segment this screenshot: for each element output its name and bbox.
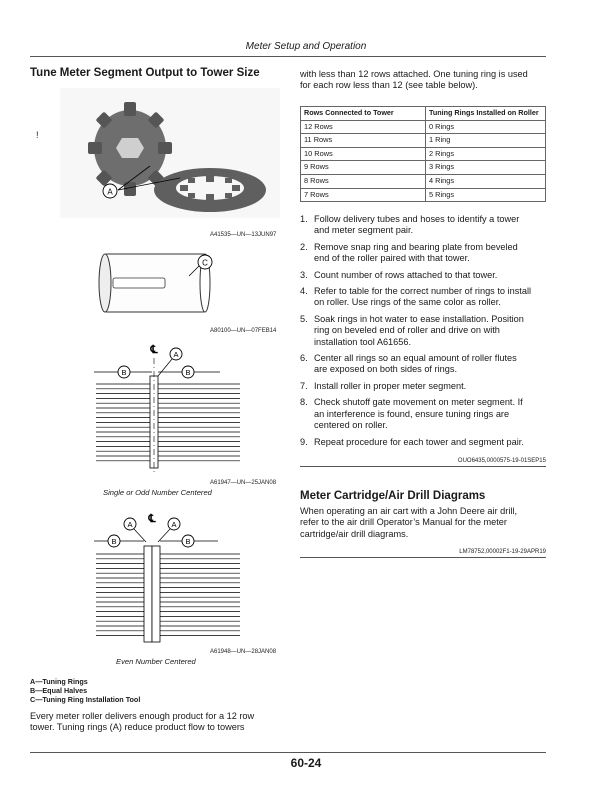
step-item bbox=[300, 286, 550, 309]
step-number: 2. bbox=[300, 241, 308, 252]
step-number: 5. bbox=[300, 313, 308, 324]
step-line: installation tool A61656. bbox=[314, 336, 412, 347]
callout-b-right-label: B bbox=[185, 368, 191, 377]
table-cell: 12 Rows bbox=[301, 120, 426, 134]
legend-item-b: B—Equal Halves bbox=[30, 686, 88, 695]
leader-line-a-right bbox=[158, 529, 170, 542]
paragraph-line: When operating an air cart with a John Deere air drill, bbox=[300, 506, 518, 516]
paragraph-line: Every meter roller delivers enough product for a 12 row bbox=[30, 711, 255, 721]
table-cell: 8 Rows bbox=[301, 174, 426, 188]
step-line: Check shutoff gate movement on meter segment. If bbox=[314, 397, 523, 408]
table-cell: 2 Rings bbox=[426, 147, 546, 161]
procedure-steps bbox=[300, 214, 550, 453]
step-item bbox=[300, 381, 550, 392]
table-cell: 10 Rows bbox=[301, 147, 426, 161]
callout-a-left-label: A bbox=[127, 520, 133, 529]
tool-end-left bbox=[99, 254, 111, 312]
reference-code-1: OUO6435,00005​75-19-01SEP15 bbox=[457, 458, 546, 464]
column-header-rings: Tuning Rings Installed on Roller bbox=[426, 107, 546, 121]
header-rule bbox=[30, 56, 546, 57]
step-line: Repeat procedure for each tower and segment pair. bbox=[314, 436, 524, 447]
step-line: Install roller in proper meter segment. bbox=[314, 380, 467, 391]
roller-flutes bbox=[96, 554, 240, 636]
section-heading-cartridge: Meter Cartridge/Air Drill Diagrams bbox=[300, 490, 486, 502]
figure-code-2: A80100—UN—07FEB14 bbox=[210, 328, 277, 334]
step-item bbox=[300, 270, 550, 281]
right-intro-paragraph bbox=[300, 69, 550, 92]
leader-line-a-left bbox=[134, 529, 146, 542]
step-line: Remove snap ring and bearing plate from beveled bbox=[314, 241, 518, 252]
paragraph-line: refer to the air drill Operator’s Manual for the meter bbox=[300, 517, 507, 528]
step-number: 3. bbox=[300, 269, 308, 280]
callout-b-left-label: B bbox=[111, 537, 117, 546]
figure-caption-4: Even Number Centered bbox=[116, 657, 196, 666]
step-line: Refer to table for the correct number of rings to install bbox=[314, 286, 532, 297]
column-header-rows: Rows Connected to Tower bbox=[301, 107, 426, 121]
leader-line-a bbox=[158, 359, 172, 376]
page-header-title: Meter Setup and Operation bbox=[245, 41, 367, 52]
step-item bbox=[300, 214, 550, 237]
centerline-symbol: ℄ bbox=[148, 513, 156, 525]
table-row bbox=[301, 174, 546, 188]
cartridge-paragraph bbox=[300, 506, 550, 540]
roller-flutes bbox=[96, 384, 240, 461]
step-line: Follow delivery tubes and hoses to identify a tower bbox=[314, 214, 520, 224]
step-item bbox=[300, 437, 550, 448]
table-row bbox=[301, 188, 546, 202]
roller-and-ring-figure bbox=[60, 88, 280, 218]
tuning-ring-illustration bbox=[154, 168, 266, 212]
callout-a-label: A bbox=[107, 187, 113, 197]
paragraph-line: tower. Tuning rings (A) reduce product flow to towers bbox=[30, 722, 245, 733]
step-line: are exposed on both sides of rings. bbox=[314, 364, 458, 375]
figure-code-3: A61947—UN—25JAN08 bbox=[210, 480, 277, 486]
step-number: 6. bbox=[300, 353, 308, 364]
step-item bbox=[300, 353, 550, 376]
step-line: ring on beveled end of roller and drive on with bbox=[314, 325, 500, 336]
paragraph-line: with less than 12 rows attached. One tuning ring is used bbox=[300, 69, 528, 79]
callout-b-left-label: B bbox=[121, 368, 127, 377]
step-line: an interference is found, ensure tuning rings are bbox=[314, 408, 510, 419]
table-row bbox=[301, 120, 546, 134]
step-item bbox=[300, 397, 550, 431]
page-number: 60-24 bbox=[290, 756, 322, 770]
callout-a-label: A bbox=[173, 350, 179, 359]
callout-a-right-label: A bbox=[171, 520, 177, 529]
section-rule bbox=[300, 557, 546, 558]
figure-code-4: A61948—UN—28JAN08 bbox=[210, 649, 277, 655]
table-cell: 7 Rows bbox=[301, 188, 426, 202]
tool-slot bbox=[113, 278, 165, 288]
step-number: 9. bbox=[300, 436, 308, 447]
step-line: and meter segment pair. bbox=[314, 225, 414, 236]
table-row bbox=[301, 134, 546, 148]
step-number: 1. bbox=[300, 214, 308, 224]
single-ring-centered-diagram bbox=[90, 342, 280, 474]
left-paragraph bbox=[30, 711, 290, 734]
installation-tool-figure bbox=[95, 248, 225, 324]
figure-legend bbox=[30, 677, 140, 704]
table-row bbox=[301, 147, 546, 161]
paragraph-line: for each row less than 12 (see table below). bbox=[300, 80, 478, 91]
table-cell: 3 Rings bbox=[426, 161, 546, 175]
callout-c-label: C bbox=[202, 258, 208, 268]
table-cell: 11 Rows bbox=[301, 134, 426, 148]
table-cell: 1 Ring bbox=[426, 134, 546, 148]
callout-b-right-label: B bbox=[185, 537, 191, 546]
step-line: on roller. Use rings of the same color as roller. bbox=[314, 297, 501, 308]
step-line: Center all rings so an equal amount of roller flutes bbox=[314, 353, 517, 364]
step-number: 8. bbox=[300, 397, 308, 408]
step-line: Count number of rows attached to that tower. bbox=[314, 269, 498, 280]
legend-item-c: C—Tuning Ring Installation Tool bbox=[30, 695, 141, 704]
table-cell: 4 Rings bbox=[426, 174, 546, 188]
paragraph-line: cartridge/air drill diagrams. bbox=[300, 528, 409, 539]
table-row bbox=[301, 161, 546, 175]
figure-caption-3: Single or Odd Number Centered bbox=[103, 488, 212, 497]
step-number: 4. bbox=[300, 286, 308, 297]
tuning-ring-band-right bbox=[152, 546, 160, 642]
step-number: 7. bbox=[300, 380, 308, 391]
section-rule bbox=[300, 466, 546, 467]
tuning-ring-table bbox=[300, 106, 546, 202]
section-heading-tune-meter: Tune Meter Segment Output to Tower Size bbox=[30, 67, 260, 79]
reference-code-2: LM78752,00002F1-19-29APR19 bbox=[459, 549, 546, 555]
tuning-ring-band-left bbox=[144, 546, 152, 642]
centerline-symbol: ℄ bbox=[150, 344, 158, 356]
table-cell: 5 Rings bbox=[426, 188, 546, 202]
even-rings-centered-diagram bbox=[90, 510, 280, 646]
margin-mark: ! bbox=[36, 130, 39, 140]
footer-rule bbox=[30, 752, 546, 753]
step-line: Soak rings in hot water to ease installation. Position bbox=[314, 313, 524, 324]
table-cell: 0 Rings bbox=[426, 120, 546, 134]
step-item bbox=[300, 242, 550, 265]
step-item bbox=[300, 314, 550, 348]
figure-code-1: A41535—UN—13JUN97 bbox=[210, 232, 277, 238]
step-line: centered on roller. bbox=[314, 420, 388, 431]
table-cell: 9 Rows bbox=[301, 161, 426, 175]
table-header-row bbox=[301, 107, 546, 121]
step-line: end of the roller paired with that tower. bbox=[314, 253, 470, 264]
legend-item-a: A—Tuning Rings bbox=[30, 677, 88, 686]
